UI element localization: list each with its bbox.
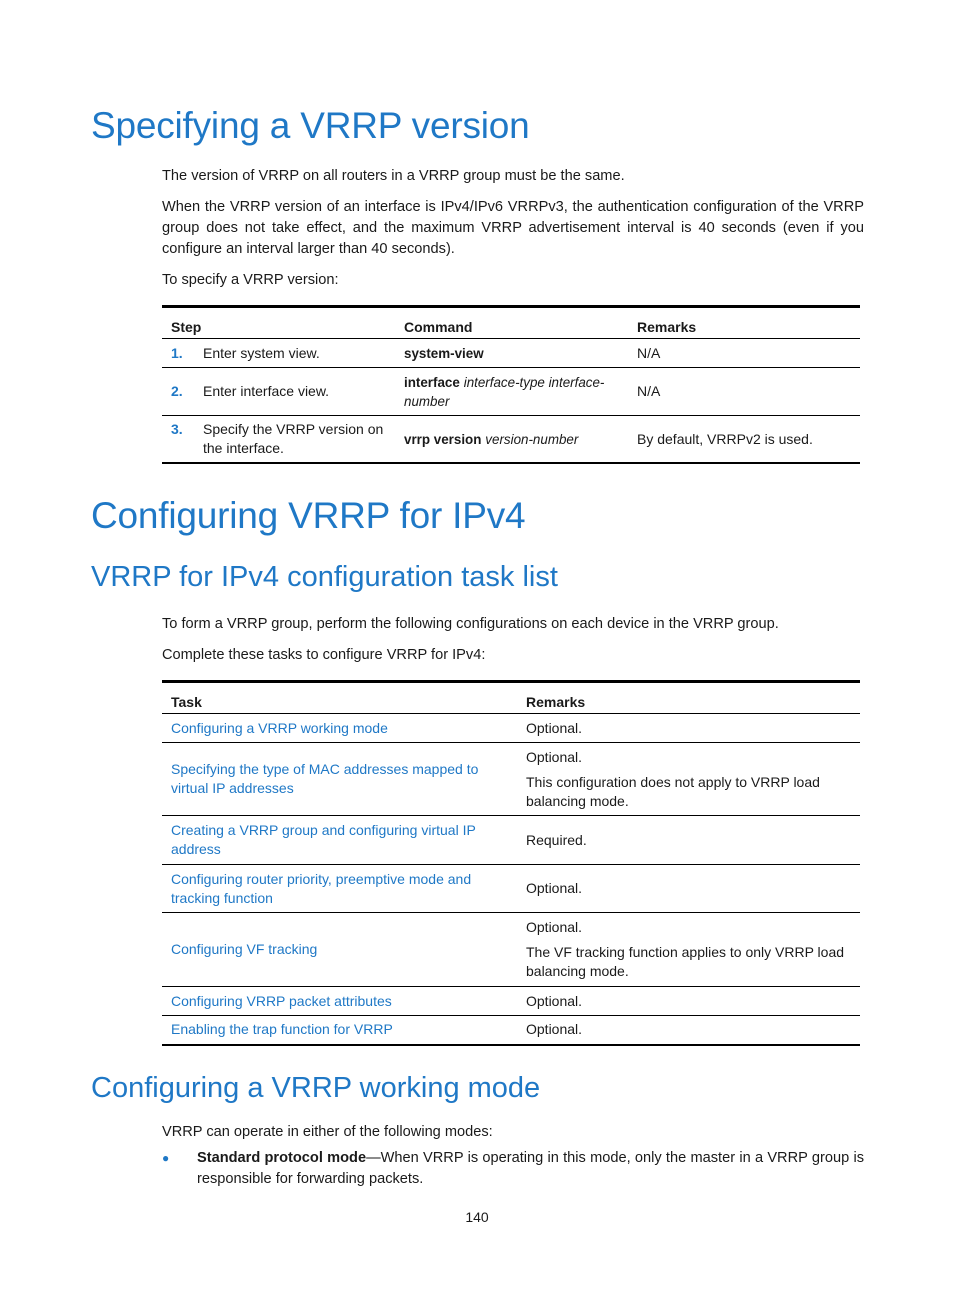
- remark-text: This configuration does not apply to VRRP load balancing mode.: [526, 773, 820, 809]
- paragraph: To specify a VRRP version:: [162, 272, 339, 288]
- step-number: 2.: [171, 383, 183, 399]
- table-row: [162, 816, 860, 865]
- table-row: [162, 865, 860, 913]
- remarks-cell: N/A: [628, 368, 860, 416]
- remarks-cell: [517, 865, 860, 913]
- command-argument: version-number: [485, 431, 579, 447]
- task-cell: [162, 987, 517, 1016]
- task-link[interactable]: Configuring VRRP packet attributes: [171, 992, 392, 1009]
- task-cell: [162, 1016, 517, 1045]
- task-link[interactable]: Configuring VF tracking: [171, 941, 318, 957]
- paragraph: To form a VRRP group, perform the following configurations on each device in the VRRP group.: [162, 616, 779, 632]
- task-link[interactable]: Enabling the trap function for VRRP: [171, 1021, 393, 1038]
- section-title-vrrp-version: Specifying a VRRP version: [91, 105, 530, 146]
- remarks-cell: [517, 816, 860, 865]
- section-title-configuring-vrrp-ipv4: Configuring VRRP for IPv4: [91, 495, 526, 536]
- command-keyword: vrrp version: [404, 431, 482, 447]
- task-cell: [162, 865, 517, 913]
- task-cell: [162, 816, 517, 865]
- step-number: 1.: [171, 344, 183, 361]
- remarks-cell: [517, 1016, 860, 1045]
- task-cell: [162, 913, 517, 987]
- remark-text: Optional.: [526, 748, 583, 765]
- table-row: [162, 913, 860, 987]
- step-cell: [162, 416, 395, 464]
- remark-text: Optional.: [526, 1021, 583, 1038]
- task-cell: [162, 714, 517, 743]
- paragraph: When the VRRP version of an interface is IPv4/IPv6 VRRPv3, the authentication configuration of the VRRP group does not take effect, and the maximum VRRP advertisement interval is 40 seconds (even if you configure an interval larger than 40 seconds).: [162, 199, 864, 257]
- command-cell: [395, 416, 628, 464]
- remarks-cell: [517, 987, 860, 1016]
- task-cell: [162, 743, 517, 816]
- step-number: 3.: [171, 421, 183, 437]
- table-row: [162, 1016, 860, 1045]
- step-cell: [162, 339, 395, 368]
- page-number: 140: [465, 1209, 489, 1225]
- task-link[interactable]: Specifying the type of MAC addresses mapped to virtual IP addresses: [171, 761, 479, 796]
- remark-text: Required.: [526, 831, 587, 848]
- subsection-title-task-list: VRRP for IPv4 configuration task list: [91, 561, 558, 593]
- column-header-remarks: Remarks: [628, 307, 860, 339]
- task-link[interactable]: Creating a VRRP group and configuring virtual IP address: [171, 822, 476, 857]
- bullet-dot-icon: ●: [162, 1151, 170, 1165]
- remarks-cell: By default, VRRPv2 is used.: [628, 416, 860, 464]
- task-link[interactable]: Configuring a VRRP working mode: [171, 719, 388, 736]
- bullet-item: [162, 1148, 864, 1190]
- table-row: [162, 987, 860, 1016]
- table-row: [162, 714, 860, 743]
- remarks-cell: N/A: [628, 339, 860, 368]
- command-keyword: interface: [404, 374, 460, 390]
- step-cell: [162, 368, 395, 416]
- version-steps-table: [162, 305, 860, 464]
- step-text: Specify the VRRP version on the interface.: [203, 421, 384, 456]
- step-text: Enter interface view.: [203, 383, 330, 399]
- remark-text: Optional.: [526, 992, 583, 1009]
- column-header-command: Command: [395, 307, 628, 339]
- command-cell: [395, 339, 628, 368]
- table-row: [162, 368, 860, 416]
- column-header-step: Step: [162, 307, 395, 339]
- remarks-cell: [517, 743, 860, 816]
- paragraph: Complete these tasks to configure VRRP for IPv4:: [162, 647, 486, 663]
- remarks-cell: [517, 913, 860, 987]
- remarks-cell: [517, 714, 860, 743]
- table-row: [162, 339, 860, 368]
- remark-text: Optional.: [526, 880, 583, 896]
- bullet-text: [197, 1148, 864, 1190]
- subsection-title-working-mode: Configuring a VRRP working mode: [91, 1072, 541, 1104]
- paragraph: VRRP can operate in either of the following modes:: [162, 1124, 493, 1140]
- command-cell: [395, 368, 628, 416]
- column-header-remarks: Remarks: [517, 682, 860, 714]
- table-row: [162, 416, 860, 464]
- step-text: Enter system view.: [203, 344, 320, 361]
- remark-text: Optional.: [526, 719, 583, 736]
- task-link[interactable]: Configuring router priority, preemptive mode and tracking function: [171, 870, 472, 906]
- command-argument: interface-type interface-number: [404, 374, 605, 409]
- task-list-table: [162, 680, 860, 1046]
- command-keyword: system-view: [404, 345, 484, 361]
- remark-text: The VF tracking function applies to only VRRP load balancing mode.: [526, 944, 845, 979]
- bullet-term: Standard protocol mode: [197, 1150, 367, 1166]
- paragraph: The version of VRRP on all routers in a VRRP group must be the same.: [162, 168, 625, 184]
- column-header-task: Task: [162, 682, 517, 714]
- table-row: [162, 743, 860, 816]
- bullet-description: —When VRRP is operating in this mode, only the master in a VRRP group is responsible for forwarding packets.: [197, 1150, 864, 1187]
- remark-text: Optional.: [526, 919, 583, 935]
